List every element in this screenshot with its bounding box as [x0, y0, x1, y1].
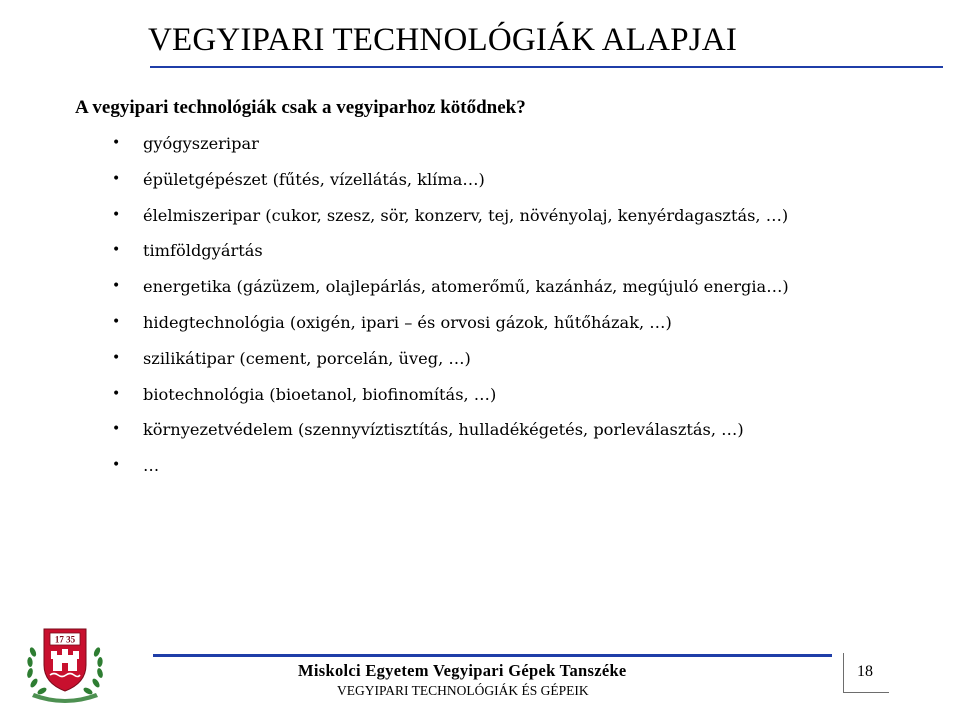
bullet-icon: • [112, 385, 121, 402]
bullet-icon: • [112, 242, 121, 259]
list-item-text: hidegtechnológia (oxigén, ipari – és orvosi gázok, hűtőházak, …) [143, 312, 672, 332]
university-crest-icon [20, 625, 110, 703]
list-item [112, 416, 789, 452]
footer-organization: Miskolci Egyetem Vegyipari Gépek Tanszéke [298, 661, 627, 680]
bullet-icon: • [112, 278, 121, 295]
bullet-icon: • [112, 457, 121, 474]
slide-question: A vegyipari technológiák csak a vegyiparhoz kötődnek? [75, 97, 526, 118]
list-item [112, 381, 789, 417]
list-item-text: élelmiszeripar (cukor, szesz, sör, konzerv, tej, növényolaj, kenyérdagasztás, …) [143, 205, 789, 225]
bullet-icon: • [112, 313, 121, 330]
crest-year-text: 17 35 [54, 634, 76, 645]
title-divider [150, 66, 943, 68]
bullet-icon: • [112, 349, 121, 366]
page-number: 18 [857, 663, 873, 680]
bullet-icon: • [112, 135, 121, 151]
list-item-text: energetika (gázüzem, olajlepárlás, atomerőmű, kazánház, megújuló energia…) [143, 277, 789, 297]
list-item-text: épületgépészet (fűtés, vízellátás, klíma…) [143, 169, 485, 189]
list-item [112, 452, 789, 488]
bullet-list [112, 130, 789, 488]
list-item [112, 345, 789, 381]
footer-course-title: VEGYIPARI TECHNOLÓGIÁK ÉS GÉPEIK [337, 683, 589, 698]
list-item [112, 166, 789, 202]
slide-title: VEGYIPARI TECHNOLÓGIÁK ALAPJAI [148, 22, 738, 58]
list-item-text: környezetvédelem (szennyvíztisztítás, hulladékégetés, porleválasztás, …) [143, 420, 744, 440]
list-item [112, 309, 789, 345]
list-item [112, 130, 789, 166]
list-item [112, 202, 789, 238]
bullet-icon: • [112, 421, 121, 438]
bullet-icon: • [112, 206, 121, 223]
list-item [112, 237, 789, 273]
list-item [112, 273, 789, 309]
footer-divider [153, 654, 832, 657]
list-item-text: timföldgyártás [143, 241, 263, 261]
list-item-text: … [143, 456, 160, 476]
list-item-text: szilikátipar (cement, porcelán, üveg, …) [143, 348, 471, 368]
list-item-text: biotechnológia (bioetanol, biofinomítás, …) [143, 384, 497, 404]
bullet-icon: • [112, 170, 121, 187]
list-item-text: gyógyszeripar [143, 134, 259, 153]
